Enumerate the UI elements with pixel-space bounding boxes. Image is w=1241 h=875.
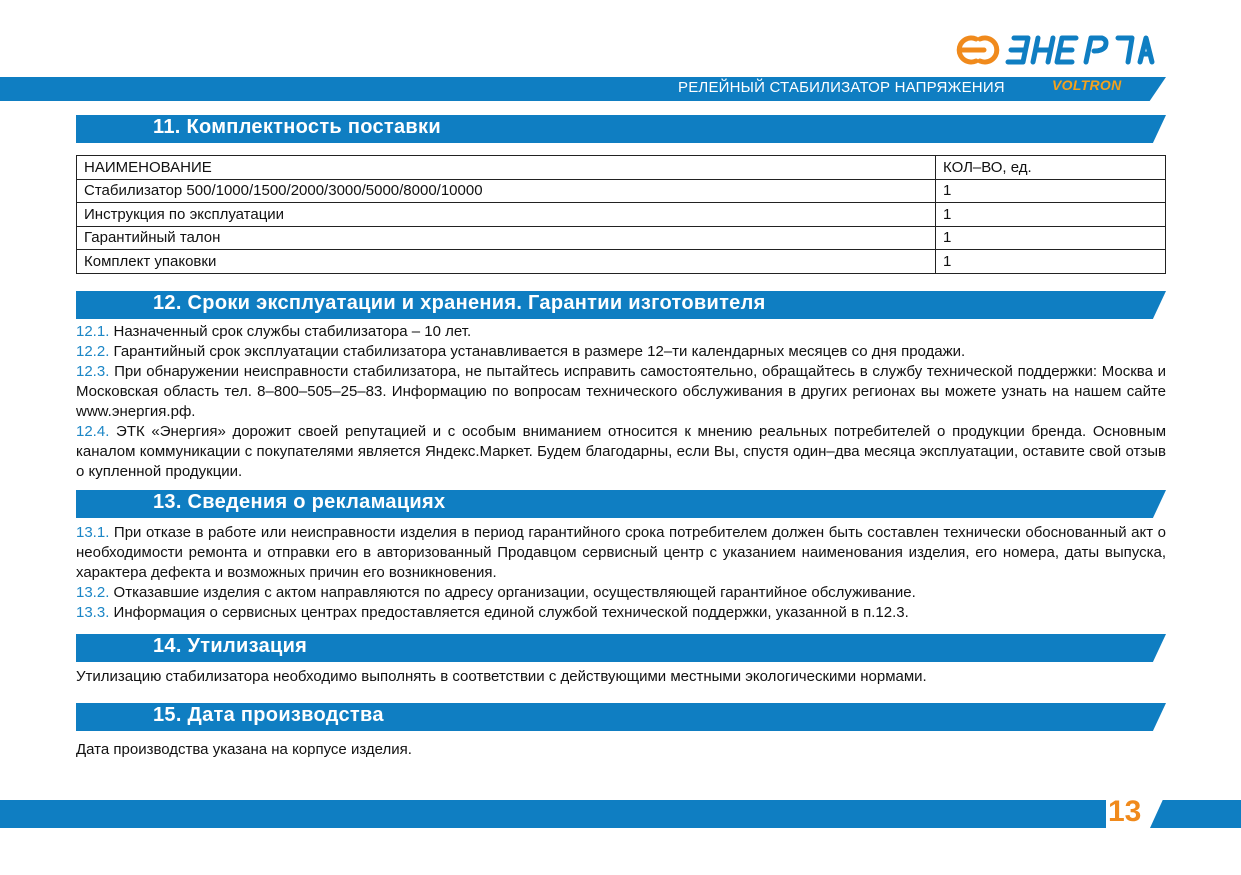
section-14-text: Утилизацию стабилизатора необходимо выполнять в соответствии с действующими местными экологическими нормами. xyxy=(76,668,927,685)
item-number: 12.4. xyxy=(76,423,110,440)
item-number: 13.3. xyxy=(76,604,110,621)
voltron-logo: VOLTRON xyxy=(1052,77,1122,93)
item-number: 13.2. xyxy=(76,584,110,601)
paragraph-12-1 xyxy=(76,322,1166,342)
section-13-body xyxy=(76,523,1166,623)
delivery-contents-table xyxy=(76,155,1166,274)
table-row xyxy=(77,203,1166,227)
table-row xyxy=(77,250,1166,274)
table-cell-qty: 1 xyxy=(936,250,1166,274)
section-15-title: 15. Дата производства xyxy=(153,704,384,726)
paragraph-13-1 xyxy=(76,523,1166,583)
table-cell-qty: 1 xyxy=(936,226,1166,250)
table-cell-name: Комплект упаковки xyxy=(77,250,936,274)
energia-logo-graphic xyxy=(950,30,1160,70)
table-cell-qty: 1 xyxy=(936,179,1166,203)
page-number: 13 xyxy=(1108,795,1142,828)
paragraph-12-4 xyxy=(76,422,1166,482)
item-number: 12.2. xyxy=(76,343,110,360)
item-text: При отказе в работе или неисправности изделия в период гарантийного срока потребителем должен быть составлен технически обоснованный акт о необходимости ремонта и отправки его в авторизованный Продавцом сервисный центр с указанием наименования изделия, его номера, даты выпуска, характера дефекта и возможных причин его возникновения. xyxy=(76,524,1166,581)
item-text: Информация о сервисных центрах предоставляется единой службой технической поддержки, указанной в п.12.3. xyxy=(113,604,909,621)
document-subtitle: РЕЛЕЙНЫЙ СТАБИЛИЗАТОР НАПРЯЖЕНИЯ xyxy=(678,79,1005,96)
footer-bar-left xyxy=(0,800,1106,828)
item-number: 13.1. xyxy=(76,524,110,541)
section-12-title: 12. Сроки эксплуатации и хранения. Гарантии изготовителя xyxy=(153,292,766,314)
item-number: 12.1. xyxy=(76,323,110,340)
footer-bar-right xyxy=(1150,800,1241,828)
table-cell-name: Гарантийный талон xyxy=(77,226,936,250)
item-number: 12.3. xyxy=(76,363,110,380)
item-text: Назначенный срок службы стабилизатора – 10 лет. xyxy=(113,323,472,340)
section-15-text: Дата производства указана на корпусе изделия. xyxy=(76,741,412,758)
item-text: ЭТК «Энергия» дорожит своей репутацией и с особым вниманием относится к мнению реальных потребителей о продукции бренда. Основным каналом коммуникации с покупателями является Яндекс.Маркет. Будем благодарны, если Вы, спустя один–два месяца эксплуатации, оставите свой отзыв о купленной продукции. xyxy=(76,423,1167,480)
section-12-body xyxy=(76,322,1166,482)
item-text: Отказавшие изделия с актом направляются по адресу организации, осуществляющей гарантийное обслуживание. xyxy=(113,584,916,601)
table-row xyxy=(77,179,1166,203)
paragraph-13-2 xyxy=(76,583,1166,603)
table-header-qty: КОЛ–ВО, ед. xyxy=(936,156,1166,180)
paragraph-13-3 xyxy=(76,603,1166,623)
table-header-name: НАИМЕНОВАНИЕ xyxy=(77,156,936,180)
item-text: Гарантийный срок эксплуатации стабилизатора устанавливается в размере 12–ти календарных месяцев со дня продажи. xyxy=(113,343,966,360)
energia-logo xyxy=(950,30,1160,70)
section-11-title: 11. Комплектность поставки xyxy=(153,116,441,138)
section-14-title: 14. Утилизация xyxy=(153,635,308,657)
paragraph-12-2 xyxy=(76,342,1166,362)
table-row xyxy=(77,226,1166,250)
item-text: При обнаружении неисправности стабилизатора, не пытайтесь исправить самостоятельно, обращайтесь в службу технической поддержки: Москва и Московская область тел. 8–800–505–25–83. Информацию по вопросам технического обслуживания в других регионах вы можете узнать на нашем сайте www.энергия.рф. xyxy=(76,363,1167,420)
table-header-row xyxy=(77,156,1166,180)
table-cell-qty: 1 xyxy=(936,203,1166,227)
paragraph-12-3 xyxy=(76,362,1166,422)
table-cell-name: Инструкция по эксплуатации xyxy=(77,203,936,227)
section-13-title: 13. Сведения о рекламациях xyxy=(153,491,446,513)
table-cell-name: Стабилизатор 500/1000/1500/2000/3000/5000/8000/10000 xyxy=(77,179,936,203)
